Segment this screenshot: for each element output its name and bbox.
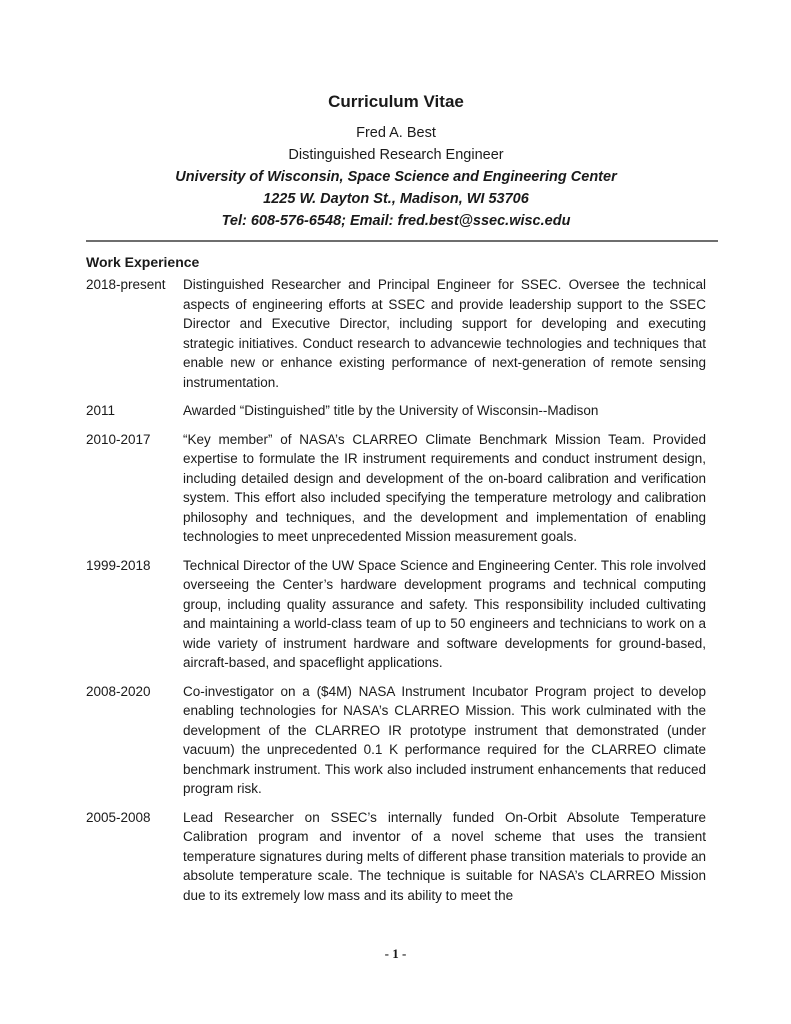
entry-dates: 2018-present (86, 277, 166, 292)
entry-description: Awarded “Distinguished” title by the University of Wisconsin--Madison (183, 403, 599, 418)
work-experience-entry (86, 682, 706, 799)
work-experience-entry (86, 275, 706, 392)
address: 1225 W. Dayton St., Madison, WI 53706 (263, 191, 529, 207)
page-number: - 1 - (384, 946, 407, 961)
work-experience-entry (86, 401, 706, 421)
affiliation: University of Wisconsin, Space Science and Engineering Center (175, 169, 617, 185)
entry-dates: 2010-2017 (86, 431, 151, 447)
entry-description: Distinguished Researcher and Principal Engineer for SSEC. Oversee the technical aspects of engineering efforts at SSEC and provide leadership support to the SSEC Director and Executive Director, including support for developing and executing strategic initiatives. Conduct research to advancewie technologies and techniques that enable new or enhance existing performance of next-generation of remote sensing instrumentation. (183, 277, 706, 390)
entry-description: Technical Director of the UW Space Science and Engineering Center. This role involved overseeing the Center’s hardware development programs and technical computing group, including quality assurance and safety. This responsibility included cultivating and maintaining a world-class team of up to 50 engineers and technicians to work on a wide variety of instrument hardware and software developments for ground-based, aircraft-based, and spaceflight applications. (183, 557, 706, 670)
contact-info: Tel: 608-576-6548; Email: fred.best@ssec.wisc.edu (221, 213, 571, 229)
entry-dates: 2011 (86, 403, 116, 418)
person-name: Fred A. Best (356, 125, 436, 141)
cv-header (86, 0, 706, 232)
entry-dates: 1999-2018 (86, 557, 151, 573)
entry-description: “Key member” of NASA’s CLARREO Climate Benchmark Mission Team. Provided expertise to formulate the IR instrument requirements and conduct instrument design, including detailed design and development of the on-board calibration and verification system. This effort also included specifying the temperature metrology and calibration philosophy and techniques, and the development and implementation of enabling technologies to meet unprecedented Mission measurement goals. (183, 431, 706, 544)
work-experience-entry (86, 556, 706, 673)
work-experience-heading: Work Experience (86, 254, 200, 270)
entry-description: Lead Researcher on SSEC’s internally funded On-Orbit Absolute Temperature Calibration program and inventor of a novel scheme that uses the transient temperature signatures during melts of different phase transition materials to provide an absolute temperature scale. The technique is suitable for NASA’s CLARREO Mission due to its extremely low mass and its ability to meet the (183, 809, 706, 903)
entry-description: Co-investigator on a ($4M) NASA Instrument Incubator Program project to develop enabling technologies for NASA’s CLARREO Mission. This work culminated with the development of the CLARREO IR prototype instrument that demonstrated (under vacuum) the unprecedented 0.1 K performance required for the CLARREO climate benchmark instrument. This work also included instrument enhancements that reduced program risk. (183, 683, 706, 796)
work-experience-entry (86, 808, 706, 906)
cv-content (86, 0, 706, 914)
entry-dates: 2005-2008 (86, 809, 151, 825)
page-title: Curriculum Vitae (328, 92, 464, 111)
person-role: Distinguished Research Engineer (288, 147, 504, 163)
header-divider (86, 240, 718, 242)
work-experience-entry (86, 430, 706, 547)
entry-dates: 2008-2020 (86, 683, 151, 699)
